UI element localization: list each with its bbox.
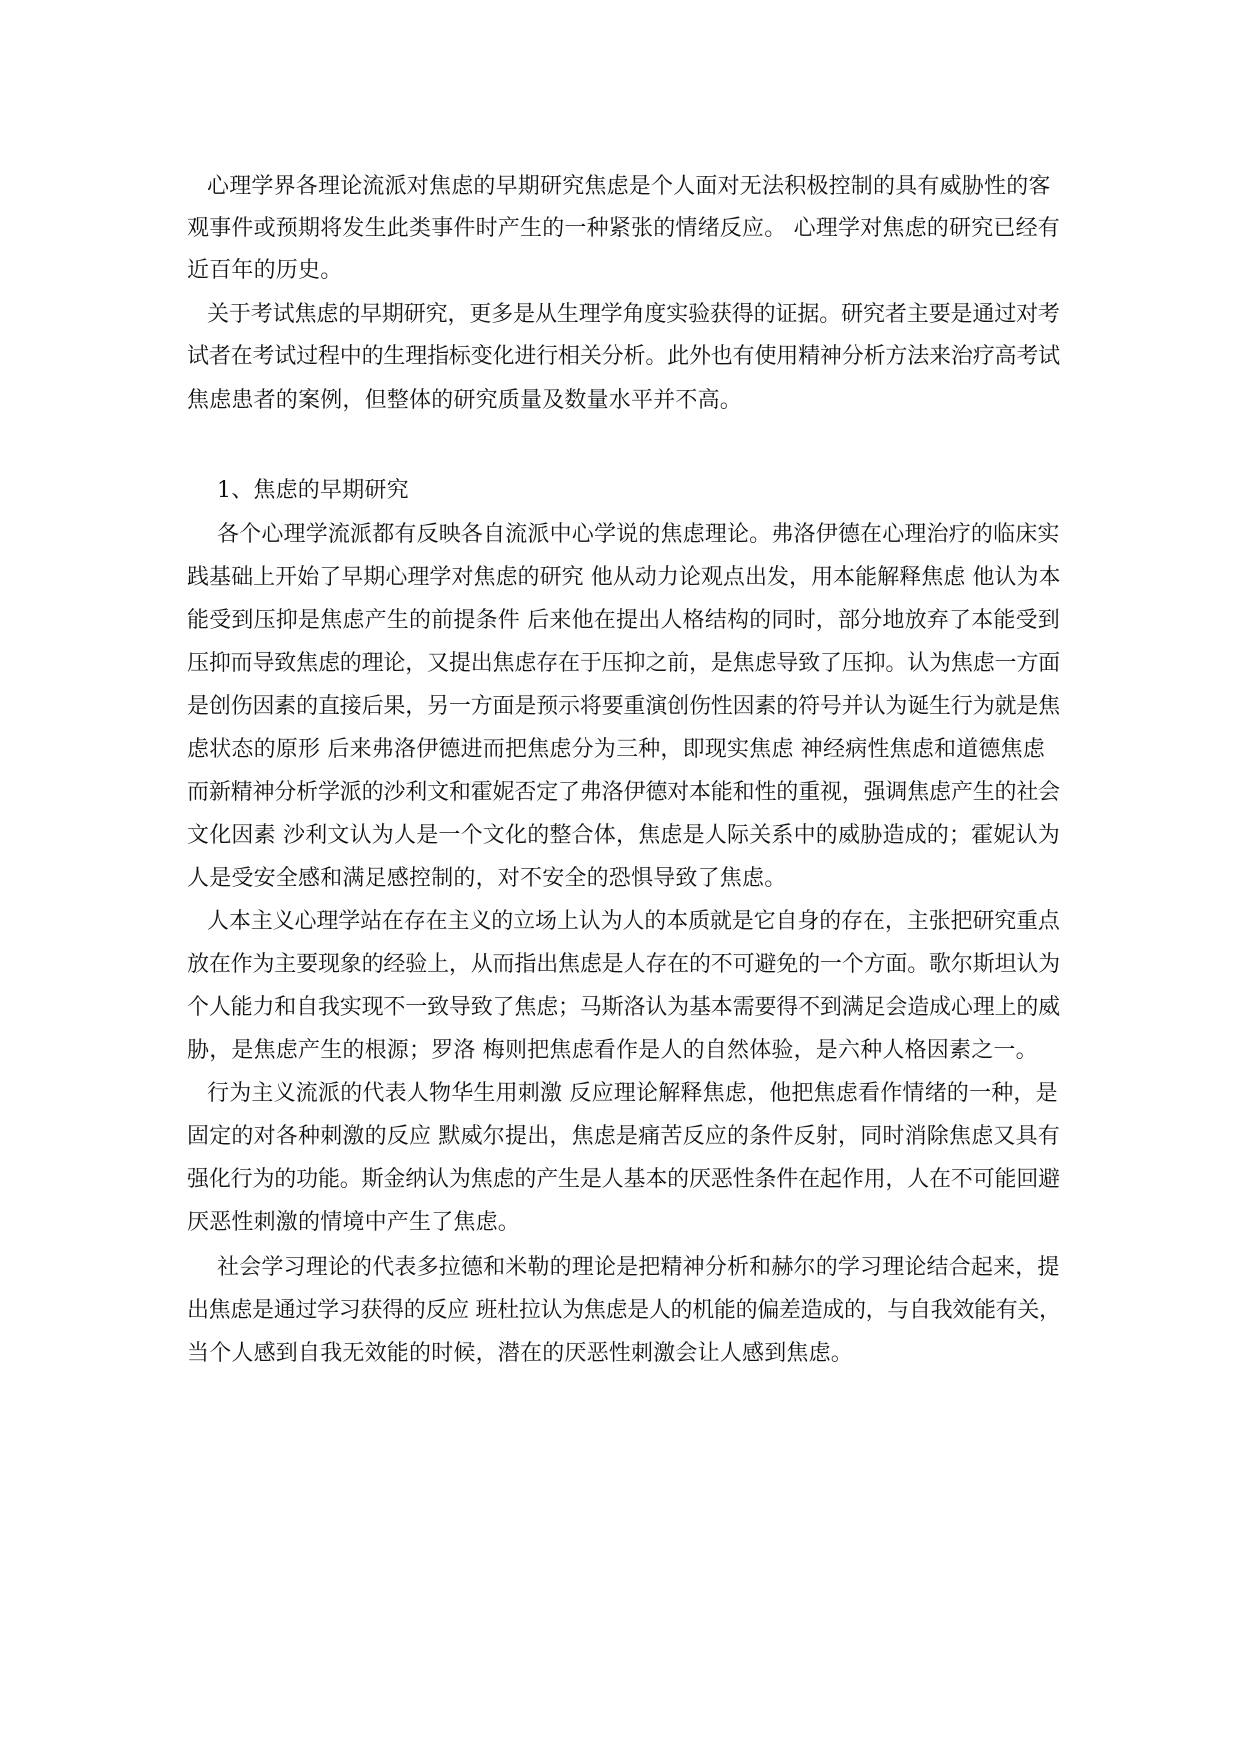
section-heading: 1、焦虑的早期研究 <box>217 478 409 503</box>
s1-p2-line-1: 人本主义心理学站在存在主义的立场上认为人的本质就是它自身的存在，主张把研究重点 <box>207 909 1060 934</box>
s1-p4-line-2: 出焦虑是通过学习获得的反应 班杜拉认为焦虑是人的机能的偏差造成的，与自我效能有关， <box>187 1298 1061 1323</box>
s1-p3-line-4: 厌恶性刺激的情境中产生了焦虑。 <box>187 1210 521 1235</box>
s1-p3-line-3: 强化行为的功能。斯金纳认为焦虑的产生是人基本的厌恶性条件在起作用，人在不可能回避 <box>187 1167 1061 1192</box>
s1-p2-line-3: 个人能力和自我实现不一致导致了焦虑；马斯洛认为基本需要得不到满足会造成心理上的威 <box>187 995 1061 1020</box>
s1-p2-line-2: 放在作为主要现象的经验上，从而指出焦虑是人存在的不可避免的一个方面。歌尔斯坦认为 <box>187 952 1061 977</box>
s1-p4-line-1: 社会学习理论的代表多拉德和米勒的理论是把精神分析和赫尔的学习理论结合起来，提 <box>217 1255 1060 1280</box>
s1-p1-line-9: 人是受安全感和满足感控制的，对不安全的恐惧导致了焦虑。 <box>187 866 787 891</box>
intro-p1-line-1: 心理学界各理论流派对焦虑的早期研究焦虑是个人面对无法积极控制的具有威胁性的客 <box>207 174 1051 199</box>
s1-p1-line-7: 而新精神分析学派的沙利文和霍妮否定了弗洛伊德对本能和性的重视，强调焦虑产生的社会 <box>187 780 1061 805</box>
intro-p1-line-3: 近百年的历史。 <box>187 258 343 283</box>
s1-p4-line-3: 当个人感到自我无效能的时候，潜在的厌恶性刺激会让人感到焦虑。 <box>187 1341 854 1366</box>
s1-p1-line-2: 践基础上开始了早期心理学对焦虑的研究 他从动力论观点出发，用本能解释焦虑 他认为本 <box>187 565 1061 590</box>
s1-p3-line-2: 固定的对各种刺激的反应 默威尔提出，焦虑是痛苦反应的条件反射，同时消除焦虑又具有 <box>187 1124 1060 1149</box>
s1-p2-line-4: 胁，是焦虑产生的根源；罗洛 梅则把焦虑看作是人的自然体验，是六种人格因素之一。 <box>187 1038 1038 1063</box>
intro-p1-line-2: 观事件或预期将发生此类事件时产生的一种紧张的情绪反应。 心理学对焦虑的研究已经有 <box>187 216 1060 241</box>
s1-p1-line-5: 是创伤因素的直接后果，另一方面是预示将要重演创伤性因素的符号并认为诞生行为就是焦 <box>187 694 1061 719</box>
intro-p2-line-3: 焦虑患者的案例，但整体的研究质量及数量水平并不高。 <box>187 388 743 413</box>
intro-p2-line-2: 试者在考试过程中的生理指标变化进行相关分析。此外也有使用精神分析方法来治疗高考试 <box>187 344 1061 369</box>
s1-p1-line-1: 各个心理学流派都有反映各自流派中心学说的焦虑理论。弗洛伊德在心理治疗的临床实 <box>217 522 1060 547</box>
s1-p1-line-3: 能受到压抑是焦虑产生的前提条件 后来他在提出人格结构的同时，部分地放弃了本能受到 <box>187 608 1060 633</box>
intro-p2-line-1: 关于考试焦虑的早期研究，更多是从生理学角度实验获得的证据。研究者主要是通过对考 <box>207 302 1060 327</box>
s1-p1-line-6: 虑状态的原形 后来弗洛伊德进而把焦虑分为三种，即现实焦虑 神经病性焦虑和道德焦虑 <box>187 737 1045 762</box>
s1-p1-line-4: 压抑而导致焦虑的理论，又提出焦虑存在于压抑之前，是焦虑导致了压抑。认为焦虑一方面 <box>187 651 1061 676</box>
s1-p3-line-1: 行为主义流派的代表人物华生用刺激 反应理论解释焦虑，他把焦虑看作情绪的一种，是 <box>207 1081 1058 1106</box>
s1-p1-line-8: 文化因素 沙利文认为人是一个文化的整合体，焦虑是人际关系中的威胁造成的；霍妮认为 <box>187 823 1060 848</box>
